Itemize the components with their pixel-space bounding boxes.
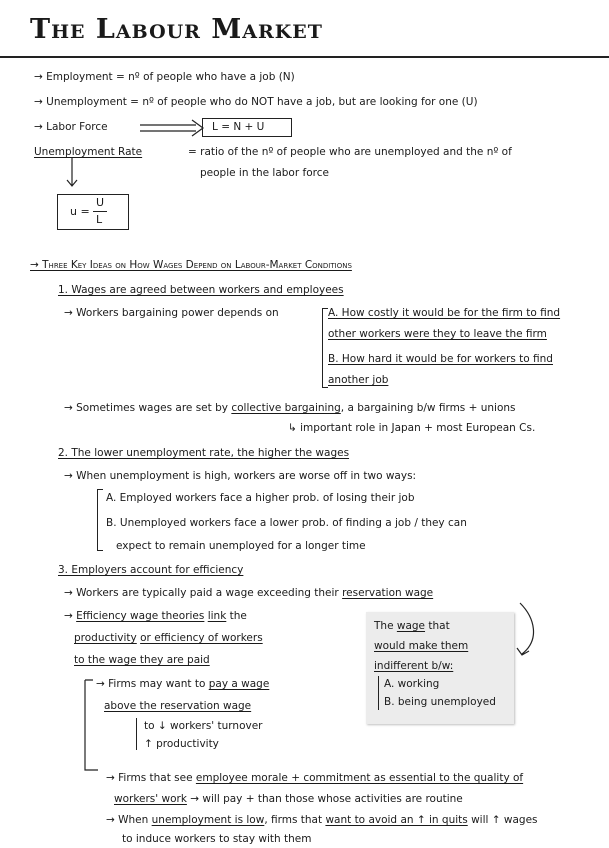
unemployment-rate-definition-cont: people in the labor force (200, 167, 329, 179)
firms-pay-line2: above the reservation wage (104, 700, 252, 712)
idea-1-heading: 1. Wages are agreed between workers and employees (58, 284, 344, 296)
factor-b-line2: another job (328, 374, 389, 386)
productivity-term: productivity (74, 632, 137, 644)
reservation-wage-text (64, 587, 433, 600)
avoid-quits-term: want to avoid an ↑ in quits (325, 814, 468, 826)
morale-term: employee morale + commitment as essential to the quality of (195, 772, 524, 784)
efficiency-line3: to the wage they are paid (74, 654, 210, 666)
reservation-wage-note (366, 612, 514, 724)
formula-numerator: U (96, 196, 105, 209)
efficiency-line1: → Efficiency wage theories link the (64, 610, 247, 622)
factor-a-line1: A. How costly it would be for the firm to find (328, 307, 561, 319)
collective-post: , a bargaining b/w firms + unions (340, 402, 516, 414)
labour-force-label: → Labor Force (34, 121, 108, 133)
firms-pay-line1 (96, 678, 269, 691)
down-arrow-icon (67, 157, 77, 186)
reservation-wage-term: reservation wage (342, 587, 434, 599)
morale-line2 (114, 793, 463, 806)
idea-3-heading: 3. Employers account for efficiency (58, 564, 244, 576)
page-title: The Labour Market (30, 14, 323, 45)
bracket-tick (322, 387, 328, 388)
low-unemployment-term: unemployment is low (151, 814, 265, 826)
efficiency-wage-term: Efficiency wage theories (76, 610, 205, 622)
formula-lhs: u = (70, 205, 90, 218)
morale-pre: → Firms that see (106, 772, 193, 784)
way-a-text: A. Employed workers face a higher prob. of losing their job (106, 492, 415, 504)
collective-bargaining-note: ↳ important role in Japan + most European Cs. (288, 422, 536, 434)
low-unemployment-line1 (106, 814, 538, 827)
note-post: that (428, 620, 450, 632)
way-b-line1: B. Unemployed workers face a lower prob. of finding a job / they can (106, 517, 467, 529)
reason-turnover: to ↓ workers' turnover (144, 720, 263, 732)
firms-pre: → Firms may want to (96, 678, 206, 690)
note-option-b: B. being unemployed (384, 696, 496, 708)
three-ideas-heading: → Three Key Ideas on How Wages Depend on Labour-Market Conditions (30, 259, 352, 271)
unemployment-definition: → Unemployment = nº of people who do NOT have a job, but are looking for one (U) (34, 96, 478, 108)
low-pre: → When (106, 814, 149, 826)
ways-bracket (97, 489, 98, 551)
note-pre: The (374, 620, 394, 632)
morale-line1 (106, 772, 523, 785)
link-term: link (207, 610, 227, 622)
low-post: will ↑ wages (471, 814, 538, 826)
low-mid: , firms that (264, 814, 323, 826)
reasons-bracket (136, 718, 137, 750)
morale-post: → will pay + than those whose activities are routine (190, 793, 463, 805)
note-line3: indifferent b/w: (374, 660, 454, 672)
bracket-tick (97, 489, 103, 490)
fraction-bar (93, 211, 107, 212)
note-bracket (378, 676, 379, 710)
note-line1 (374, 620, 450, 633)
pay-wage-term: pay a wage (208, 678, 270, 690)
bargaining-bracket (322, 308, 323, 388)
note-line2: would make them (374, 640, 469, 652)
note-wage-term: wage (396, 620, 426, 632)
collective-bargaining-text (64, 402, 516, 415)
low-unemployment-line2: to induce workers to stay with them (122, 833, 312, 845)
factor-b-line1: B. How hard it would be for workers to find (328, 353, 553, 365)
paid-pre: → Workers are typically paid a wage exceeding their (64, 587, 339, 599)
curved-arrow-icon (517, 603, 534, 655)
bargaining-power-text: → Workers bargaining power depends on (64, 307, 279, 319)
unemployment-rate-formula (57, 194, 129, 230)
idea-2-heading: 2. The lower unemployment rate, the higher the wages (58, 447, 350, 459)
eff-rest: or efficiency of workers (140, 632, 263, 644)
workers-work-term: workers' work (114, 793, 187, 805)
employment-definition: → Employment = nº of people who have a job (N) (34, 71, 295, 83)
unemployment-rate-label: Unemployment Rate (34, 146, 143, 158)
bracket-tick (97, 550, 103, 551)
efficiency-line2 (74, 632, 263, 645)
collective-bargaining-term: collective bargaining (231, 402, 341, 414)
reason-productivity: ↑ productivity (144, 738, 219, 750)
labour-force-formula: L = N + U (212, 121, 265, 133)
unemployment-rate-definition: = ratio of the nº of people who are unemployed and the nº of (188, 146, 512, 158)
high-unemployment-text: → When unemployment is high, workers are worse off in two ways: (64, 470, 417, 482)
double-arrow-icon (140, 120, 203, 136)
factor-a-line2: other workers were they to leave the firm (328, 328, 547, 340)
formula-denominator: L (96, 213, 103, 226)
note-option-a: A. working (384, 678, 440, 690)
collective-pre: → Sometimes wages are set by (64, 402, 228, 414)
way-b-line2: expect to remain unemployed for a longer time (116, 540, 366, 552)
eff-the: the (229, 610, 247, 622)
